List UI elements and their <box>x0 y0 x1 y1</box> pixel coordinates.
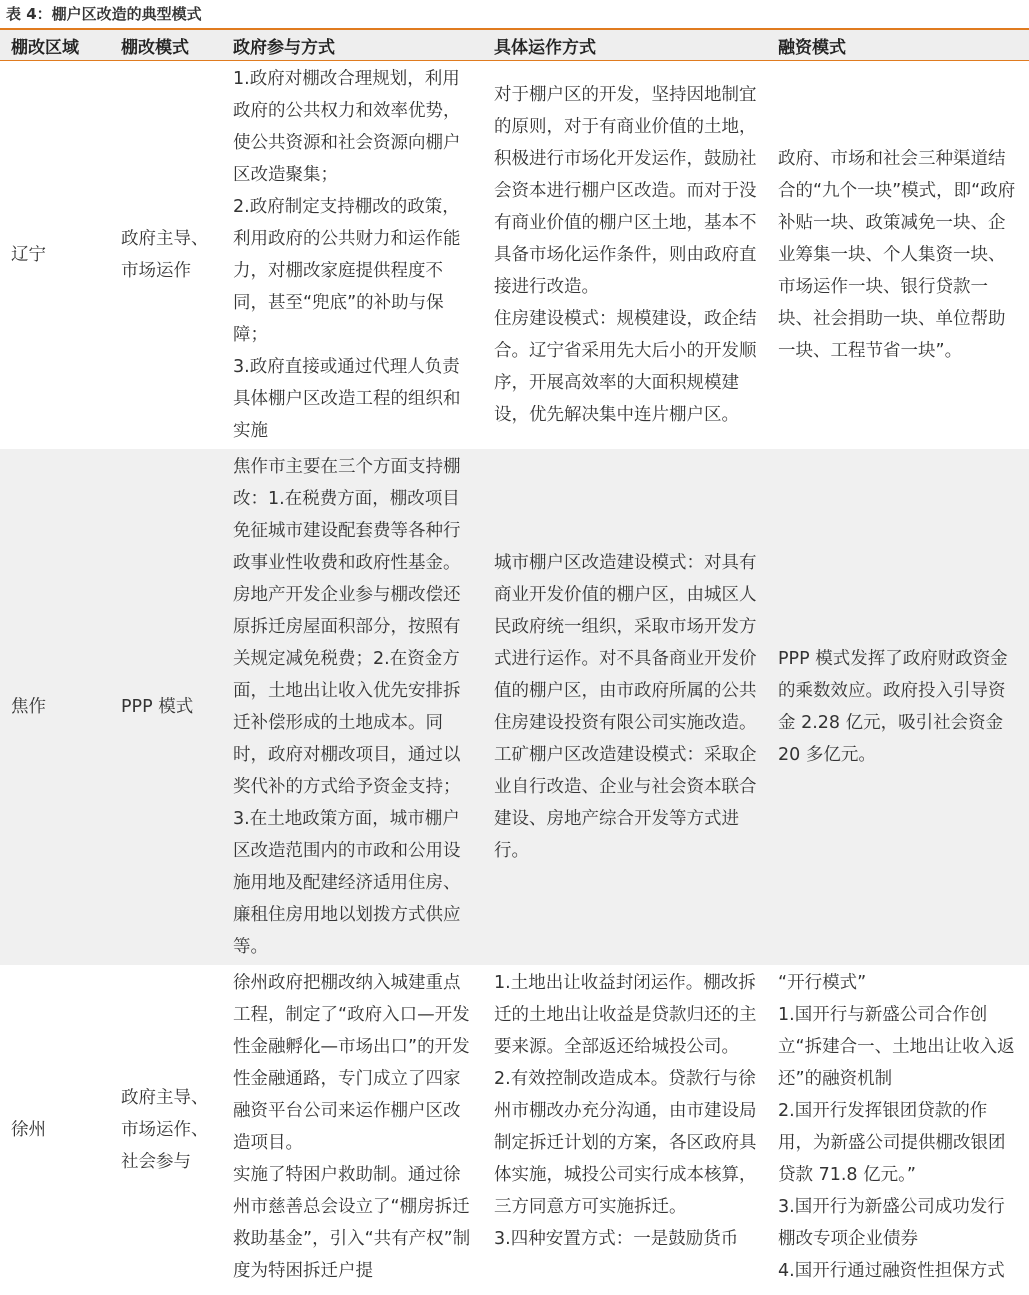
operation-item: 住房建设模式：规模建设，政企结合。辽宁省采用先大后小的开发顺序，开展高效率的大面积规模建设，优先解决集中连片棚户区。 <box>494 309 757 425</box>
table-row <box>0 965 1029 1295</box>
financing-item: 1.国开行与新盛公司合作创立“拆建合一、土地出让收入返还”的融资机制 <box>778 1005 1015 1089</box>
header-row <box>0 30 1029 61</box>
mode-cell: PPP 模式 <box>110 449 222 965</box>
operation-item: 工矿棚户区改造建设模式：采取企业自行改造、企业与社会资本联合建设、房地产综合开发等方式进行。 <box>494 745 757 861</box>
header-mode: 棚改模式 <box>110 30 222 61</box>
government-role-item: 实施了特困户救助制。通过徐州市慈善总会设立了“棚房拆迁救助基金”，引入“共有产权”制度为特困拆迁户提 <box>233 1165 471 1281</box>
government-role-item: 徐州政府把棚改纳入城建重点工程，制定了“政府入口—开发性金融孵化—市场出口”的开发性金融通路，专门成立了四家融资平台公司来运作棚户区改造项目。 <box>233 973 470 1153</box>
operation-item: 城市棚户区改造建设模式：对具有商业开发价值的棚户区，由城区人民政府统一组织，采取市场开发方式进行运作。对不具备商业开发价值的棚户区，由市政府所属的公共住房建设投资有限公司实施改造。 <box>494 553 757 733</box>
operation-cell <box>483 965 767 1295</box>
financing-item: PPP 模式发挥了政府财政资金的乘数效应。政府投入引导资金 2.28 亿元，吸引社会资金 20 多亿元。 <box>778 649 1008 765</box>
region-cell: 辽宁 <box>11 245 46 265</box>
government-role-cell <box>222 965 483 1295</box>
header-operation: 具体运作方式 <box>483 30 767 61</box>
operation-cell <box>483 449 767 965</box>
government-role-item: 1.政府对棚改合理规划，利用政府的公共权力和效率优势，使公共资源和社会资源向棚户区改造聚集； <box>233 69 461 185</box>
shantytown-reform-table <box>0 30 1029 1295</box>
government-role-item: 2.政府制定支持棚改的政策，利用政府的公共财力和运作能力，对棚改家庭提供程度不同，甚至“兜底”的补助与保障； <box>233 197 461 345</box>
government-role-cell <box>222 449 483 965</box>
mode-cell: 政府主导、市场运作 <box>121 229 209 281</box>
mode-cell: 政府主导、市场运作、社会参与 <box>121 1088 209 1172</box>
header-financing: 融资模式 <box>767 30 1029 61</box>
operation-item: 1.土地出让收益封闭运作。棚改拆迁的土地出让收益是贷款归还的主要来源。全部返还给城投公司。 <box>494 973 757 1057</box>
table-caption: 表 4：棚户区改造的典型模式 <box>6 5 202 23</box>
operation-cell <box>483 61 767 450</box>
financing-cell <box>767 449 1029 965</box>
financing-item: 3.国开行为新盛公司成功发行棚改专项企业债券 <box>778 1197 1005 1249</box>
government-role-item: 焦作市主要在三个方面支持棚改：1.在税费方面，棚改项目免征城市建设配套费等各种行政事业性收费和政府性基金。房地产开发企业参与棚改偿还原拆迁房屋面积部分，按照有关规定减免税费；2.在资金方面，土地出让收入优先安排拆迁补偿形成的土地成本。同时，政府对棚改项目，通过以奖代补的方式给予资金支持；3.在土地政策方面，城市棚户区改造范围内的市政和公用设施用地及配建经济适用住房、廉租住房用地以划拨方式供应等。 <box>233 457 461 957</box>
financing-item: “开行模式” <box>778 973 867 993</box>
financing-cell <box>767 61 1029 450</box>
table-row <box>0 61 1029 450</box>
government-role-item: 3.政府直接或通过代理人负责具体棚户区改造工程的组织和实施 <box>233 357 461 441</box>
operation-item: 2.有效控制改造成本。贷款行与徐州市棚改办充分沟通，由市建设局制定拆迁计划的方案，各区政府具体实施，城投公司实行成本核算，三方同意方可实施拆迁。 <box>494 1069 757 1217</box>
header-region: 棚改区域 <box>0 30 110 61</box>
financing-cell <box>767 965 1029 1295</box>
table-row <box>0 449 1029 965</box>
government-role-cell <box>222 61 483 450</box>
financing-item: 2.国开行发挥银团贷款的作用，为新盛公司提供棚改银团贷款 71.8 亿元。” <box>778 1101 1006 1185</box>
financing-item: 4.国开行通过融资性担保方式 <box>778 1261 1005 1281</box>
region-cell: 徐州 <box>11 1120 46 1140</box>
region-cell: 焦作 <box>0 449 110 965</box>
financing-item: 政府、市场和社会三种渠道结合的“九个一块”模式，即“政府补贴一块、政策减免一块、企业筹集一块、个人集资一块、市场运作一块、银行贷款一块、社会捐助一块、单位帮助一块、工程节省一块”。 <box>778 149 1016 361</box>
operation-item: 对于棚户区的开发，坚持因地制宜的原则，对于有商业价值的土地，积极进行市场化开发运作，鼓励社会资本进行棚户区改造。而对于没有商业价值的棚户区土地，基本不具备市场化运作条件，则由政府直接进行改造。 <box>494 85 757 297</box>
operation-item: 3.四种安置方式：一是鼓励货币 <box>494 1229 739 1249</box>
header-government-role: 政府参与方式 <box>222 30 483 61</box>
